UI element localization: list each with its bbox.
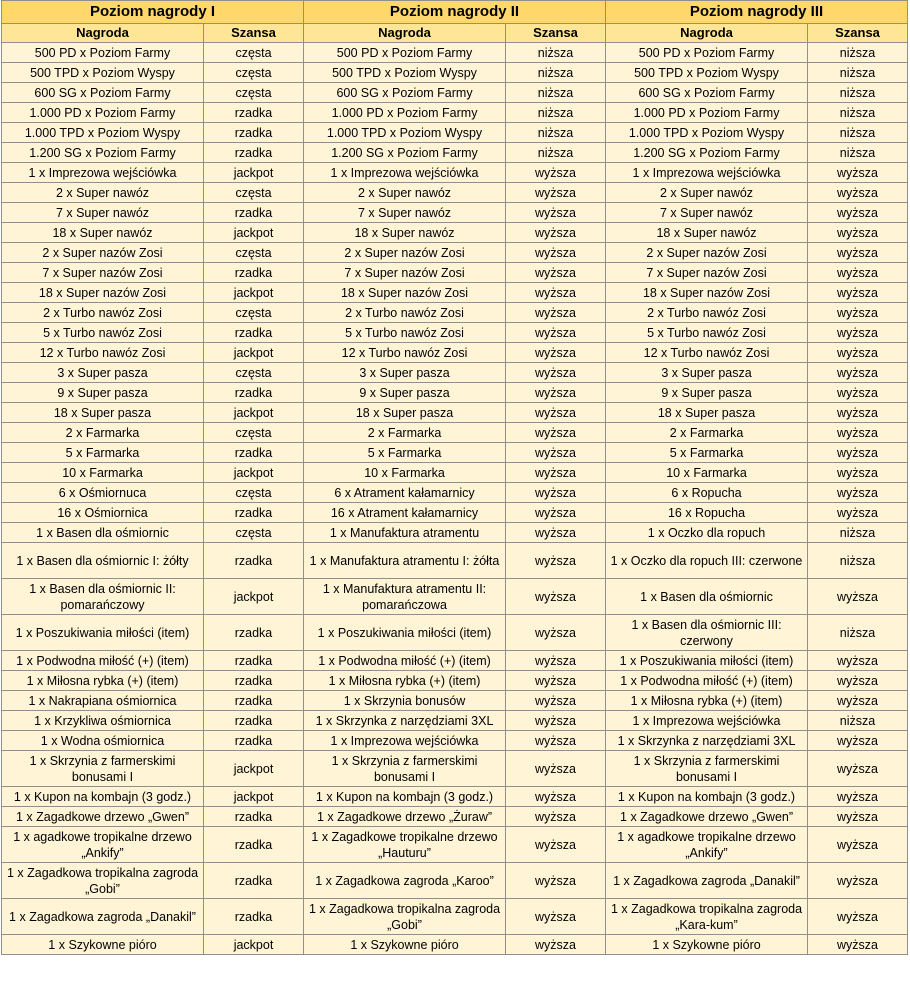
reward-cell: 1 x Imprezowa wejściówka: [304, 163, 506, 183]
table-row: [2, 751, 908, 787]
chance-cell: wyższa: [808, 303, 908, 323]
chance-cell: wyższa: [506, 303, 606, 323]
reward-cell: 9 x Super pasza: [2, 383, 204, 403]
chance-cell: wyższa: [808, 183, 908, 203]
chance-cell: wyższa: [506, 807, 606, 827]
reward-cell: 500 TPD x Poziom Wyspy: [304, 63, 506, 83]
chance-cell: wyższa: [506, 711, 606, 731]
chance-cell: niższa: [808, 711, 908, 731]
reward-cell: 16 x Ropucha: [606, 503, 808, 523]
table-row: [2, 443, 908, 463]
reward-cell: 7 x Super nawóz: [304, 203, 506, 223]
level-1-header: Poziom nagrody I: [2, 1, 304, 24]
table-row: [2, 827, 908, 863]
chance-cell: niższa: [808, 615, 908, 651]
reward-cell: 500 TPD x Poziom Wyspy: [606, 63, 808, 83]
chance-cell: wyższa: [808, 651, 908, 671]
chance-cell: wyższa: [506, 671, 606, 691]
chance-cell: rzadka: [204, 899, 304, 935]
chance-cell: rzadka: [204, 651, 304, 671]
table-row: [2, 163, 908, 183]
reward-cell: 1.200 SG x Poziom Farmy: [606, 143, 808, 163]
level-header-row: [2, 1, 908, 24]
reward-cell: 1 x Basen dla ośmiornic: [2, 523, 204, 543]
chance-cell: wyższa: [506, 283, 606, 303]
reward-cell: 1 x Basen dla ośmiornic II: pomarańczowy: [2, 579, 204, 615]
reward-cell: 18 x Super pasza: [304, 403, 506, 423]
reward-cell: 10 x Farmarka: [606, 463, 808, 483]
reward-cell: 1 x Wodna ośmiornica: [2, 731, 204, 751]
reward-cell: 1 x agadkowe tropikalne drzewo „Ankify”: [606, 827, 808, 863]
chance-cell: wyższa: [506, 651, 606, 671]
chance-cell: wyższa: [506, 183, 606, 203]
reward-cell: 12 x Turbo nawóz Zosi: [304, 343, 506, 363]
reward-cell: 5 x Farmarka: [606, 443, 808, 463]
reward-cell: 2 x Turbo nawóz Zosi: [2, 303, 204, 323]
reward-cell: 1 x Podwodna miłość (+) (item): [606, 671, 808, 691]
chance-column-header: Szansa: [506, 24, 606, 43]
chance-cell: niższa: [506, 143, 606, 163]
reward-cell: 1 x Skrzynka z narzędziami 3XL: [606, 731, 808, 751]
chance-cell: rzadka: [204, 143, 304, 163]
reward-cell: 3 x Super pasza: [304, 363, 506, 383]
reward-cell: 1 x Manufaktura atramentu: [304, 523, 506, 543]
chance-cell: wyższa: [506, 863, 606, 899]
table-row: [2, 183, 908, 203]
chance-cell: wyższa: [506, 443, 606, 463]
chance-cell: wyższa: [808, 483, 908, 503]
reward-cell: 2 x Farmarka: [606, 423, 808, 443]
reward-cell: 1.200 SG x Poziom Farmy: [304, 143, 506, 163]
chance-cell: wyższa: [808, 163, 908, 183]
reward-cell: 1 x Podwodna miłość (+) (item): [2, 651, 204, 671]
chance-cell: wyższa: [506, 543, 606, 579]
chance-cell: jackpot: [204, 751, 304, 787]
table-row: [2, 203, 908, 223]
chance-cell: wyższa: [506, 243, 606, 263]
reward-cell: 1 x Skrzynia z farmerskimi bonusami I: [606, 751, 808, 787]
chance-cell: wyższa: [506, 787, 606, 807]
table-row: [2, 103, 908, 123]
reward-cell: 600 SG x Poziom Farmy: [304, 83, 506, 103]
reward-cell: 12 x Turbo nawóz Zosi: [606, 343, 808, 363]
chance-cell: częsta: [204, 363, 304, 383]
chance-cell: wyższa: [808, 403, 908, 423]
chance-column-header: Szansa: [808, 24, 908, 43]
table-row: [2, 671, 908, 691]
chance-cell: niższa: [506, 83, 606, 103]
table-row: [2, 731, 908, 751]
chance-cell: jackpot: [204, 787, 304, 807]
chance-cell: jackpot: [204, 163, 304, 183]
reward-cell: 1 x Podwodna miłość (+) (item): [304, 651, 506, 671]
reward-column-header: Nagroda: [2, 24, 204, 43]
reward-cell: 7 x Super nazów Zosi: [606, 263, 808, 283]
reward-cell: 1.000 TPD x Poziom Wyspy: [606, 123, 808, 143]
reward-cell: 18 x Super pasza: [2, 403, 204, 423]
rewards-table: [1, 0, 908, 955]
chance-cell: wyższa: [506, 615, 606, 651]
table-row: [2, 651, 908, 671]
chance-cell: wyższa: [808, 223, 908, 243]
table-row: [2, 543, 908, 579]
reward-cell: 12 x Turbo nawóz Zosi: [2, 343, 204, 363]
reward-cell: 1 x Zagadkowe drzewo „Gwen”: [2, 807, 204, 827]
reward-cell: 1 x Manufaktura atramentu II: pomarańczowa: [304, 579, 506, 615]
chance-cell: rzadka: [204, 443, 304, 463]
chance-cell: rzadka: [204, 503, 304, 523]
chance-cell: niższa: [506, 103, 606, 123]
chance-cell: wyższa: [506, 363, 606, 383]
chance-cell: jackpot: [204, 343, 304, 363]
reward-cell: 1 x Miłosna rybka (+) (item): [304, 671, 506, 691]
chance-cell: wyższa: [506, 203, 606, 223]
table-row: [2, 579, 908, 615]
chance-cell: rzadka: [204, 731, 304, 751]
table-row: [2, 691, 908, 711]
chance-cell: wyższa: [506, 827, 606, 863]
reward-cell: 16 x Atrament kałamarnicy: [304, 503, 506, 523]
chance-cell: wyższa: [808, 243, 908, 263]
chance-cell: rzadka: [204, 103, 304, 123]
chance-cell: wyższa: [808, 503, 908, 523]
reward-cell: 1.000 PD x Poziom Farmy: [304, 103, 506, 123]
chance-cell: wyższa: [506, 383, 606, 403]
reward-cell: 10 x Farmarka: [2, 463, 204, 483]
table-row: [2, 503, 908, 523]
column-header-row: [2, 24, 908, 43]
chance-cell: rzadka: [204, 383, 304, 403]
reward-cell: 1 x Zagadkowa zagroda „Karoo”: [304, 863, 506, 899]
reward-cell: 1 x Skrzynka z narzędziami 3XL: [304, 711, 506, 731]
reward-cell: 1 x Zagadkowa tropikalna zagroda „Gobi”: [2, 863, 204, 899]
reward-cell: 1 x Imprezowa wejściówka: [2, 163, 204, 183]
chance-cell: jackpot: [204, 935, 304, 955]
reward-cell: 1 x Zagadkowe tropikalne drzewo „Hauturu”: [304, 827, 506, 863]
reward-cell: 18 x Super nawóz: [2, 223, 204, 243]
table-row: [2, 63, 908, 83]
reward-cell: 2 x Turbo nawóz Zosi: [606, 303, 808, 323]
reward-cell: 16 x Ośmiornica: [2, 503, 204, 523]
chance-cell: wyższa: [506, 935, 606, 955]
chance-cell: niższa: [506, 63, 606, 83]
chance-cell: wyższa: [506, 579, 606, 615]
chance-cell: jackpot: [204, 463, 304, 483]
reward-cell: 10 x Farmarka: [304, 463, 506, 483]
reward-cell: 2 x Turbo nawóz Zosi: [304, 303, 506, 323]
chance-cell: rzadka: [204, 123, 304, 143]
chance-cell: częsta: [204, 183, 304, 203]
chance-cell: wyższa: [808, 203, 908, 223]
reward-cell: 1 x Szykowne pióro: [2, 935, 204, 955]
table-row: [2, 787, 908, 807]
reward-cell: 500 PD x Poziom Farmy: [304, 43, 506, 63]
reward-cell: 6 x Ośmiornuca: [2, 483, 204, 503]
reward-cell: 1 x Zagadkowa tropikalna zagroda „Kara-kum”: [606, 899, 808, 935]
chance-cell: jackpot: [204, 283, 304, 303]
reward-cell: 1.000 PD x Poziom Farmy: [606, 103, 808, 123]
chance-cell: wyższa: [808, 787, 908, 807]
reward-cell: 2 x Super nawóz: [2, 183, 204, 203]
chance-cell: wyższa: [808, 935, 908, 955]
chance-cell: wyższa: [808, 323, 908, 343]
chance-cell: niższa: [506, 43, 606, 63]
chance-cell: wyższa: [808, 383, 908, 403]
reward-cell: 1 x agadkowe tropikalne drzewo „Ankify”: [2, 827, 204, 863]
reward-cell: 1 x Poszukiwania miłości (item): [304, 615, 506, 651]
reward-cell: 18 x Super nazów Zosi: [304, 283, 506, 303]
reward-cell: 6 x Atrament kałamarnicy: [304, 483, 506, 503]
reward-cell: 1 x Basen dla ośmiornic I: żółty: [2, 543, 204, 579]
reward-cell: 1 x Oczko dla ropuch III: czerwone: [606, 543, 808, 579]
chance-column-header: Szansa: [204, 24, 304, 43]
chance-cell: wyższa: [808, 463, 908, 483]
reward-cell: 2 x Super nazów Zosi: [606, 243, 808, 263]
reward-cell: 500 PD x Poziom Farmy: [2, 43, 204, 63]
chance-cell: rzadka: [204, 711, 304, 731]
table-row: [2, 711, 908, 731]
chance-cell: wyższa: [808, 827, 908, 863]
reward-cell: 1 x Kupon na kombajn (3 godz.): [2, 787, 204, 807]
reward-cell: 600 SG x Poziom Farmy: [2, 83, 204, 103]
reward-cell: 1 x Poszukiwania miłości (item): [2, 615, 204, 651]
chance-cell: niższa: [808, 543, 908, 579]
reward-cell: 1 x Poszukiwania miłości (item): [606, 651, 808, 671]
reward-cell: 1 x Imprezowa wejściówka: [606, 163, 808, 183]
chance-cell: wyższa: [808, 807, 908, 827]
chance-cell: wyższa: [808, 731, 908, 751]
chance-cell: wyższa: [506, 523, 606, 543]
reward-column-header: Nagroda: [606, 24, 808, 43]
chance-cell: wyższa: [808, 343, 908, 363]
table-row: [2, 263, 908, 283]
table-row: [2, 243, 908, 263]
level-2-header: Poziom nagrody II: [304, 1, 606, 24]
chance-cell: wyższa: [808, 579, 908, 615]
chance-cell: wyższa: [808, 423, 908, 443]
reward-cell: 5 x Turbo nawóz Zosi: [2, 323, 204, 343]
reward-cell: 600 SG x Poziom Farmy: [606, 83, 808, 103]
level-3-header: Poziom nagrody III: [606, 1, 908, 24]
reward-cell: 1 x Nakrapiana ośmiornica: [2, 691, 204, 711]
table-row: [2, 83, 908, 103]
reward-cell: 7 x Super nawóz: [2, 203, 204, 223]
table-header: [2, 1, 908, 43]
chance-cell: niższa: [808, 523, 908, 543]
reward-cell: 1 x Szykowne pióro: [304, 935, 506, 955]
reward-cell: 1 x Kupon na kombajn (3 godz.): [304, 787, 506, 807]
chance-cell: wyższa: [808, 363, 908, 383]
reward-cell: 3 x Super pasza: [606, 363, 808, 383]
table-row: [2, 43, 908, 63]
reward-cell: 7 x Super nazów Zosi: [2, 263, 204, 283]
chance-cell: wyższa: [506, 343, 606, 363]
reward-cell: 3 x Super pasza: [2, 363, 204, 383]
reward-cell: 1 x Zagadkowa zagroda „Danakil”: [606, 863, 808, 899]
chance-cell: wyższa: [506, 751, 606, 787]
chance-cell: częsta: [204, 243, 304, 263]
reward-cell: 1 x Zagadkowa tropikalna zagroda „Gobi”: [304, 899, 506, 935]
reward-cell: 18 x Super pasza: [606, 403, 808, 423]
reward-cell: 1 x Basen dla ośmiornic III: czerwony: [606, 615, 808, 651]
reward-column-header: Nagroda: [304, 24, 506, 43]
reward-cell: 1 x Skrzynia z farmerskimi bonusami I: [304, 751, 506, 787]
table-row: [2, 807, 908, 827]
chance-cell: wyższa: [506, 483, 606, 503]
table-row: [2, 343, 908, 363]
table-row: [2, 483, 908, 503]
chance-cell: niższa: [808, 123, 908, 143]
table-row: [2, 523, 908, 543]
reward-cell: 18 x Super nawóz: [606, 223, 808, 243]
reward-cell: 1 x Kupon na kombajn (3 godz.): [606, 787, 808, 807]
chance-cell: częsta: [204, 83, 304, 103]
table-row: [2, 123, 908, 143]
chance-cell: niższa: [808, 43, 908, 63]
reward-cell: 1.000 PD x Poziom Farmy: [2, 103, 204, 123]
reward-cell: 500 TPD x Poziom Wyspy: [2, 63, 204, 83]
reward-cell: 1 x Zagadkowe drzewo „Gwen”: [606, 807, 808, 827]
reward-cell: 6 x Ropucha: [606, 483, 808, 503]
table-row: [2, 403, 908, 423]
chance-cell: jackpot: [204, 403, 304, 423]
chance-cell: rzadka: [204, 263, 304, 283]
table-row: [2, 363, 908, 383]
table-row: [2, 283, 908, 303]
reward-cell: 1 x Imprezowa wejściówka: [304, 731, 506, 751]
reward-cell: 1 x Krzykliwa ośmiornica: [2, 711, 204, 731]
table-row: [2, 303, 908, 323]
chance-cell: wyższa: [808, 671, 908, 691]
chance-cell: wyższa: [506, 899, 606, 935]
table-row: [2, 323, 908, 343]
reward-cell: 1.000 TPD x Poziom Wyspy: [304, 123, 506, 143]
reward-cell: 2 x Super nawóz: [304, 183, 506, 203]
table-row: [2, 935, 908, 955]
chance-cell: częsta: [204, 483, 304, 503]
reward-cell: 1 x Imprezowa wejściówka: [606, 711, 808, 731]
chance-cell: częsta: [204, 63, 304, 83]
chance-cell: częsta: [204, 43, 304, 63]
chance-cell: częsta: [204, 523, 304, 543]
table-row: [2, 863, 908, 899]
reward-cell: 9 x Super pasza: [304, 383, 506, 403]
chance-cell: rzadka: [204, 827, 304, 863]
chance-cell: wyższa: [506, 263, 606, 283]
chance-cell: niższa: [808, 83, 908, 103]
reward-cell: 18 x Super nazów Zosi: [2, 283, 204, 303]
chance-cell: wyższa: [808, 691, 908, 711]
reward-cell: 1.000 TPD x Poziom Wyspy: [2, 123, 204, 143]
reward-cell: 1 x Miłosna rybka (+) (item): [2, 671, 204, 691]
reward-cell: 7 x Super nawóz: [606, 203, 808, 223]
chance-cell: niższa: [506, 123, 606, 143]
chance-cell: częsta: [204, 423, 304, 443]
table-row: [2, 615, 908, 651]
reward-cell: 2 x Super nazów Zosi: [2, 243, 204, 263]
reward-cell: 1 x Skrzynia z farmerskimi bonusami I: [2, 751, 204, 787]
chance-cell: jackpot: [204, 579, 304, 615]
reward-cell: 5 x Turbo nawóz Zosi: [606, 323, 808, 343]
chance-cell: rzadka: [204, 691, 304, 711]
chance-cell: wyższa: [506, 463, 606, 483]
reward-cell: 2 x Farmarka: [304, 423, 506, 443]
chance-cell: wyższa: [506, 503, 606, 523]
chance-cell: wyższa: [506, 731, 606, 751]
reward-cell: 18 x Super nazów Zosi: [606, 283, 808, 303]
chance-cell: rzadka: [204, 203, 304, 223]
chance-cell: rzadka: [204, 671, 304, 691]
table-row: [2, 143, 908, 163]
chance-cell: rzadka: [204, 807, 304, 827]
chance-cell: rzadka: [204, 543, 304, 579]
table-row: [2, 383, 908, 403]
chance-cell: rzadka: [204, 323, 304, 343]
reward-cell: 1.200 SG x Poziom Farmy: [2, 143, 204, 163]
reward-cell: 2 x Super nawóz: [606, 183, 808, 203]
table-row: [2, 423, 908, 443]
reward-cell: 1 x Skrzynia bonusów: [304, 691, 506, 711]
chance-cell: wyższa: [506, 323, 606, 343]
chance-cell: niższa: [808, 103, 908, 123]
chance-cell: wyższa: [506, 163, 606, 183]
reward-cell: 1 x Szykowne pióro: [606, 935, 808, 955]
chance-cell: wyższa: [808, 899, 908, 935]
chance-cell: wyższa: [808, 863, 908, 899]
reward-cell: 5 x Farmarka: [2, 443, 204, 463]
chance-cell: wyższa: [808, 263, 908, 283]
chance-cell: niższa: [808, 63, 908, 83]
table-row: [2, 463, 908, 483]
reward-cell: 2 x Farmarka: [2, 423, 204, 443]
chance-cell: częsta: [204, 303, 304, 323]
reward-cell: 7 x Super nazów Zosi: [304, 263, 506, 283]
chance-cell: rzadka: [204, 863, 304, 899]
reward-cell: 18 x Super nawóz: [304, 223, 506, 243]
chance-cell: niższa: [808, 143, 908, 163]
chance-cell: wyższa: [506, 223, 606, 243]
reward-cell: 1 x Basen dla ośmiornic: [606, 579, 808, 615]
table-row: [2, 223, 908, 243]
reward-cell: 1 x Zagadkowa zagroda „Danakil”: [2, 899, 204, 935]
chance-cell: wyższa: [506, 691, 606, 711]
reward-cell: 9 x Super pasza: [606, 383, 808, 403]
reward-cell: 5 x Turbo nawóz Zosi: [304, 323, 506, 343]
reward-cell: 500 PD x Poziom Farmy: [606, 43, 808, 63]
chance-cell: wyższa: [808, 443, 908, 463]
chance-cell: wyższa: [506, 423, 606, 443]
chance-cell: wyższa: [808, 283, 908, 303]
reward-cell: 1 x Miłosna rybka (+) (item): [606, 691, 808, 711]
table-row: [2, 899, 908, 935]
reward-cell: 2 x Super nazów Zosi: [304, 243, 506, 263]
reward-cell: 1 x Manufaktura atramentu I: żółta: [304, 543, 506, 579]
table-body: [2, 43, 908, 955]
reward-cell: 5 x Farmarka: [304, 443, 506, 463]
chance-cell: wyższa: [506, 403, 606, 423]
chance-cell: wyższa: [808, 751, 908, 787]
chance-cell: jackpot: [204, 223, 304, 243]
chance-cell: rzadka: [204, 615, 304, 651]
reward-cell: 1 x Zagadkowe drzewo „Żuraw”: [304, 807, 506, 827]
reward-cell: 1 x Oczko dla ropuch: [606, 523, 808, 543]
